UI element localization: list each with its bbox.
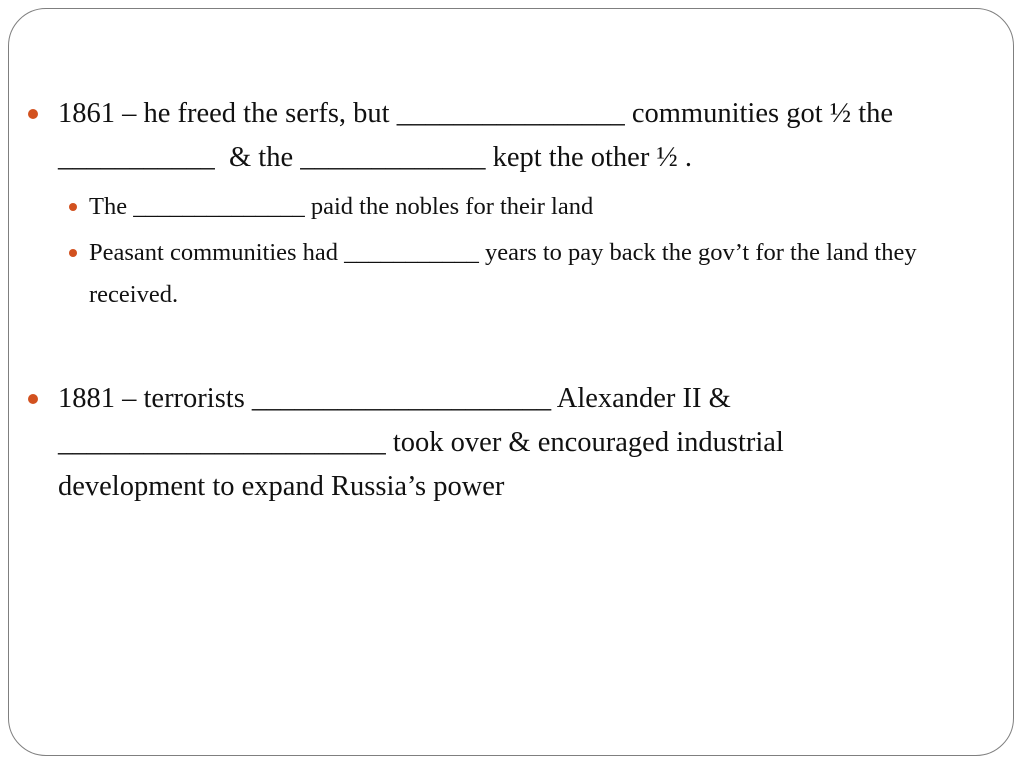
subbullet-text: The ______________ paid the nobles for their land — [89, 193, 594, 220]
subbullet-peasant-communities — [89, 232, 989, 316]
bullet-1861 — [58, 92, 998, 180]
bullet-text: 1881 – terrorists _____________________ Alexander II & _______________________ took over & encouraged industrial development to expand Russia’s power — [58, 383, 791, 502]
bullet-dot-icon — [69, 203, 77, 211]
subbullet-text: Peasant communities had ___________ years to pay back the gov’t for the land they received. — [89, 239, 923, 308]
bullet-dot-icon — [28, 109, 38, 119]
bullet-dot-icon — [28, 394, 38, 404]
bullet-dot-icon — [69, 249, 77, 257]
subbullet-nobles — [89, 186, 989, 228]
bullet-text: 1861 – he freed the serfs, but ________________ communities got ½ the ___________ & the _____________ kept the other ½ . — [58, 98, 901, 173]
bullet-1881 — [58, 377, 998, 509]
